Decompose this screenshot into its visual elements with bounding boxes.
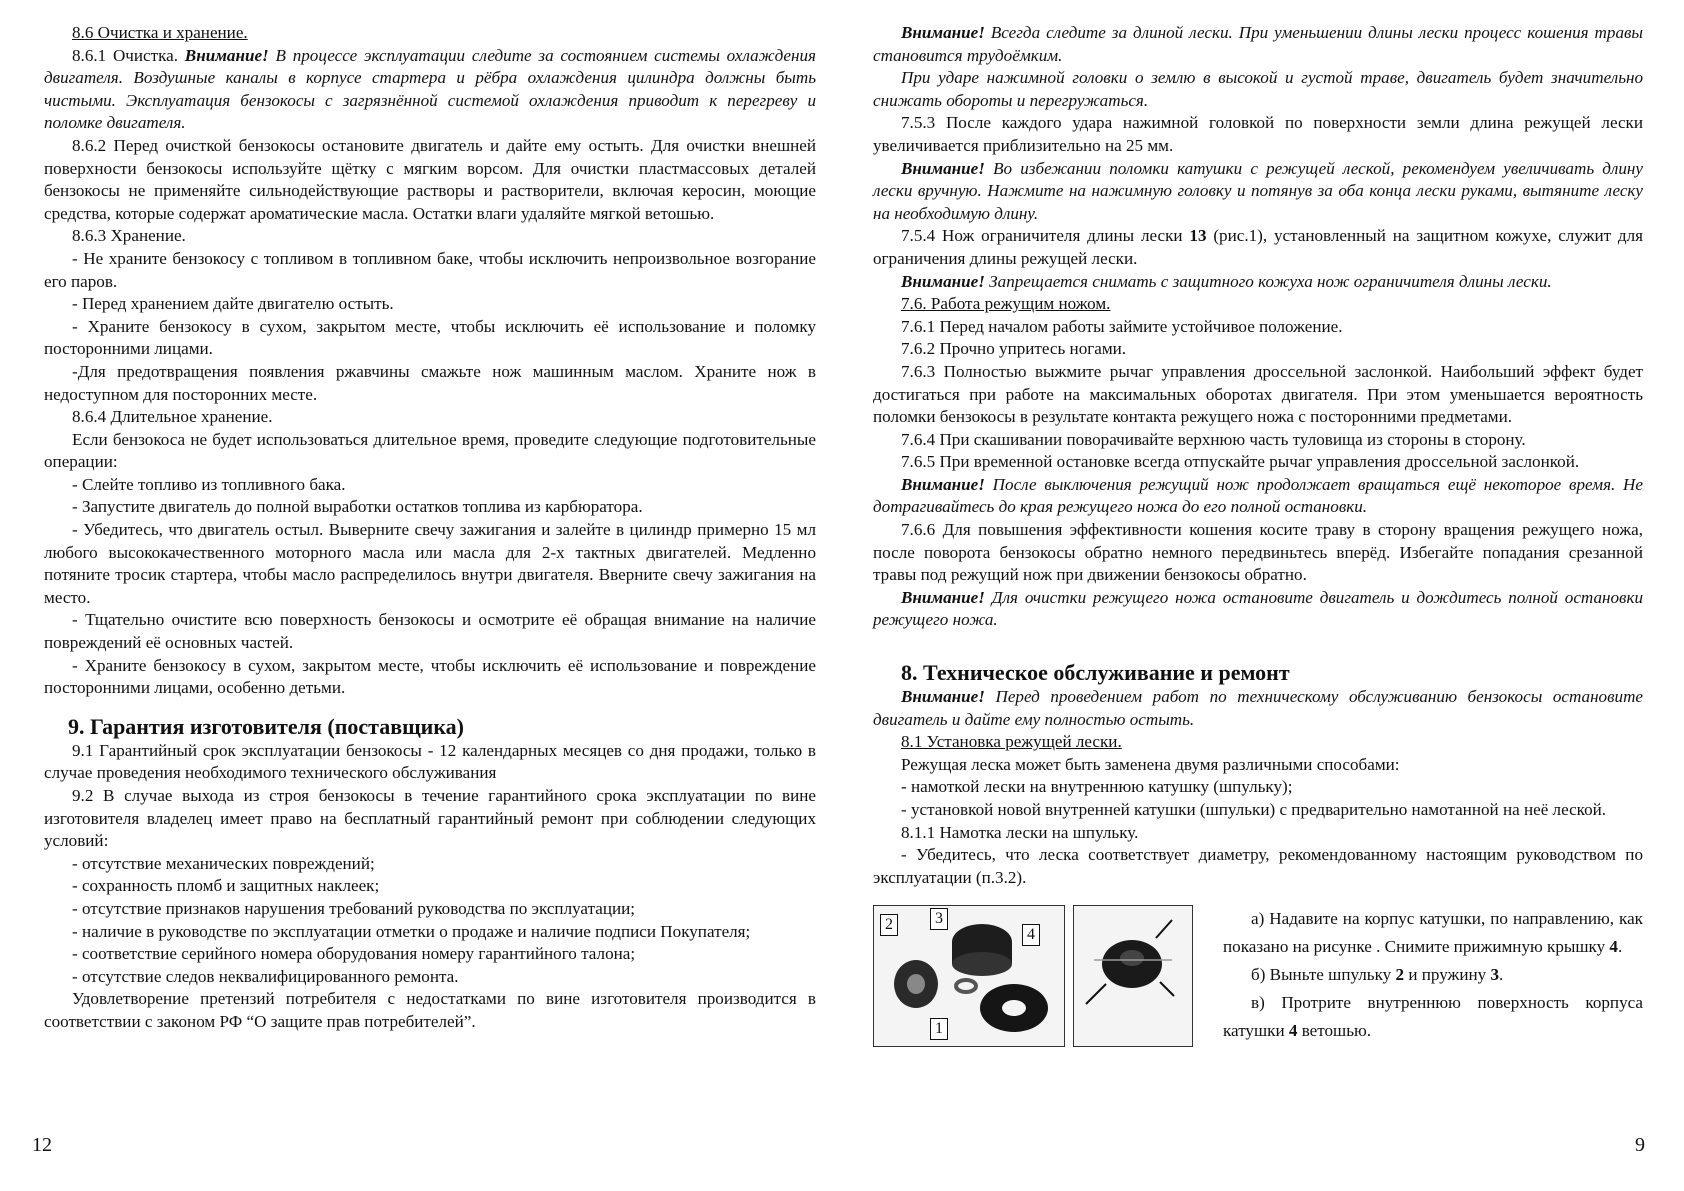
paragraph-8-6-1: 8.6.1 Очистка. Внимание! В процессе эксплуатации следите за состоянием системы охлаждения двигателя. Воздушные каналы в корпусе стартера и рёбра охлаждения цилиндра должны быть чистыми. Эксплуатация бензокосы с загрязнённой системой охлаждения приводит к перегреву и поломке двигателя.	[44, 45, 816, 133]
callout-1: 1	[930, 1018, 948, 1040]
section-heading-8: 8. Техническое обслуживание и ремонт	[901, 660, 1290, 686]
callout-2: 2	[880, 914, 898, 936]
paragraph-7-6-3: 7.6.3 Полностью выжмите рычаг управления дроссельной заслонкой. Наибольший эффект будет достигаться при работе на максимальных оборотах двигателя. При этом уменьшается вероятность поломки бензокосы в результате контакта режущего ножа с посторонними предметами.	[873, 361, 1643, 427]
section-heading-8-6: 8.6 Очистка и хранение.	[72, 23, 248, 42]
left-page	[44, 22, 816, 1034]
instruction-c: в) Протрите внутреннюю поверхность корпуса катушки 4 ветошью.	[1223, 993, 1643, 1041]
page-number-left: 12	[32, 1134, 52, 1156]
list-item: - наличие в руководстве по эксплуатации отметки о продаже и наличие подписи Покупателя;	[72, 921, 751, 941]
warning-paragraph: Внимание! Во избежании поломки катушки с режущей леской, рекомендуем увеличивать длину лески вручную. Нажмите на нажимную головку и потянув за оба конца лески руками, вытяните леску на необходимую длину.	[873, 158, 1643, 223]
paragraph-7-6-1: 7.6.1 Перед началом работы займите устойчивое положение.	[901, 316, 1343, 336]
list-item: - отсутствие признаков нарушения требований руководства по эксплуатации;	[72, 898, 636, 918]
section-heading-7-6: 7.6. Работа режущим ножом.	[901, 294, 1111, 314]
paragraph-9-1: 9.1 Гарантийный срок эксплуатации бензокосы - 12 календарных месяцев со дня продажи, только в случае проведения необходимого технического обслуживания	[44, 740, 816, 783]
list-item: - Убедитесь, что леска соответствует диаметру, рекомендованному настоящим руководством по эксплуатации (п.3.2).	[873, 845, 1643, 887]
spool-parts-figure	[873, 905, 1065, 1047]
paragraph-7-5-3: 7.5.3 После каждого удара нажимной головкой по поверхности земли длина режущей лески увеличивается приблизительно на 25 мм.	[873, 113, 1643, 155]
warning-paragraph: Внимание! Всегда следите за длиной лески. При уменьшении длины лески процесс кошения травы становится трудоёмким.	[873, 23, 1643, 65]
list-item: -Для предотвращения появления ржавчины смажьте нож машинным маслом. Храните нож в недоступном для посторонних месте.	[44, 361, 816, 404]
list-item: - Тщательно очистите всю поверхность бензокосы и осмотрите её обращая внимание на наличие повреждений её основных частей.	[44, 610, 816, 653]
right-page	[873, 22, 1643, 1047]
paragraph-7-5-4: 7.5.4 Нож ограничителя длины лески 13 (рис.1), установленный на защитном кожухе, служит для ограничения длины режущей лески.	[873, 226, 1643, 268]
list-item: - сохранность пломб и защитных наклеек;	[72, 876, 380, 896]
list-item: - Запустите двигатель до полной выработки остатков топлива из карбюратора.	[72, 497, 643, 517]
instruction-a: а) Надавите на корпус катушки, по направлению, как показано на рисунке . Снимите прижимную крышку 4.	[1223, 909, 1643, 957]
figure-instructions	[1223, 905, 1643, 1047]
paragraph-7-6-5: 7.6.5 При временной остановке всегда отпускайте рычаг управления дроссельной заслонкой.	[901, 452, 1580, 472]
page-number-right: 9	[1635, 1134, 1645, 1156]
paragraph-8-6-2: 8.6.2 Перед очисткой бензокосы остановите двигатель и дайте ему остыть. Для очистки внешней поверхности бензокосы используйте щётку с мягким ворсом. Для очистки пластмассовых деталей бензокосы не применяйте сильнодействующие растворы и растворители, включая керосин, моющие средства, которые содержат ароматические масла. Остатки влаги удаляйте мягкой ветошью.	[44, 135, 816, 223]
callout-4: 4	[1022, 924, 1040, 946]
warning-paragraph: Внимание! Перед проведением работ по техническому обслуживанию бензокосы остановите двигатель и дайте ему полностью остыть.	[873, 687, 1643, 729]
paragraph-8-6-4: 8.6.4 Длительное хранение.	[72, 407, 273, 427]
list-item: - отсутствие механических повреждений;	[72, 853, 375, 873]
list-item: - Слейте топливо из топливного бака.	[72, 474, 346, 494]
list-item: - соответствие серийного номера оборудования номеру гарантийного талона;	[72, 944, 636, 964]
warning-paragraph: Внимание! После выключения режущий нож продолжает вращаться ещё некоторое время. Не дотрагивайтесь до края режущего ножа до его полной остановки.	[873, 474, 1643, 517]
paragraph: Если бензокоса не будет использоваться длительное время, проведите следующие подготовительные операции:	[44, 429, 816, 472]
section-heading-8-1: 8.1 Установка режущей лески.	[901, 732, 1122, 752]
list-item: - Не храните бензокосу с топливом в топливном баке, чтобы исключить непроизвольное возгорание его паров.	[44, 248, 816, 291]
list-item: - Храните бензокосу в сухом, закрытом месте, чтобы исключить её использование и поломку посторонними лицами.	[44, 316, 816, 359]
warning-paragraph: При ударе нажимной головки о землю в высокой и густой траве, двигатель будет значительно снижать обороты и перегружаться.	[873, 68, 1643, 110]
instruction-b: б) Выньте шпульку 2 и пружину 3.	[1251, 965, 1504, 985]
warning-paragraph: Внимание! Для очистки режущего ножа остановите двигатель и дождитесь полной остановки режущего ножа.	[873, 587, 1643, 630]
list-item: - намоткой лески на внутреннюю катушку (шпульку);	[901, 777, 1293, 797]
paragraph-8-6-3: 8.6.3 Хранение.	[72, 226, 186, 246]
paragraph-7-6-6: 7.6.6 Для повышения эффективности кошения косите траву в сторону вращения режущего ножа, после поворота бензокосы обратно немного передвиньтесь вперёд. Избегайте попадания срезанной травы под режущий нож при движении бензокосы обратно.	[873, 520, 1643, 585]
figure-row	[873, 905, 1643, 1047]
paragraph-8-1-1: 8.1.1 Намотка лески на шпульку.	[901, 822, 1139, 842]
callout-3: 3	[930, 908, 948, 930]
list-item: - установкой новой внутренней катушки (шпульки) с предварительно намотанной на неё леской.	[901, 800, 1607, 819]
paragraph: Режущая леска может быть заменена двумя различными способами:	[901, 754, 1400, 774]
list-item: - Храните бензокосу в сухом, закрытом месте, чтобы исключить её использование и повреждение посторонними лицами, особенно детьми.	[44, 655, 816, 698]
list-item: - отсутствие следов неквалифицированного ремонта.	[72, 966, 459, 986]
spool-press-illustration	[1074, 906, 1192, 1046]
paragraph-9-2: 9.2 В случае выхода из строя бензокосы в течение гарантийного срока эксплуатации по вине изготовителя владелец имеет право на бесплатный гарантийный ремонт при соблюдении следующих условий:	[44, 786, 816, 851]
paragraph: Удовлетворение претензий потребителя с недостатками по вине изготовителя производится в соответствии с законом РФ “О защите прав потребителей”.	[44, 989, 816, 1031]
paragraph-7-6-4: 7.6.4 При скашивании поворачивайте верхнюю часть туловища из стороны в сторону.	[901, 429, 1526, 449]
warning-paragraph: Внимание! Запрещается снимать с защитного кожуха нож ограничителя длины лески.	[901, 271, 1552, 291]
spool-press-figure	[1073, 905, 1193, 1047]
paragraph-7-6-2: 7.6.2 Прочно упритесь ногами.	[901, 339, 1127, 359]
section-heading-9: 9. Гарантия изготовителя (поставщика)	[68, 713, 465, 739]
list-item: - Убедитесь, что двигатель остыл. Выверните свечу зажигания и залейте в цилиндр примерно 15 мл любого высококачественного моторного масла или масла для 2-х тактных двигателей. Медленно потяните тросик стартера, чтобы масло распределилось внутри двигателя. Вверните свечу зажигания на место.	[44, 520, 816, 607]
list-item: - Перед хранением дайте двигателю остыть.	[72, 294, 394, 314]
